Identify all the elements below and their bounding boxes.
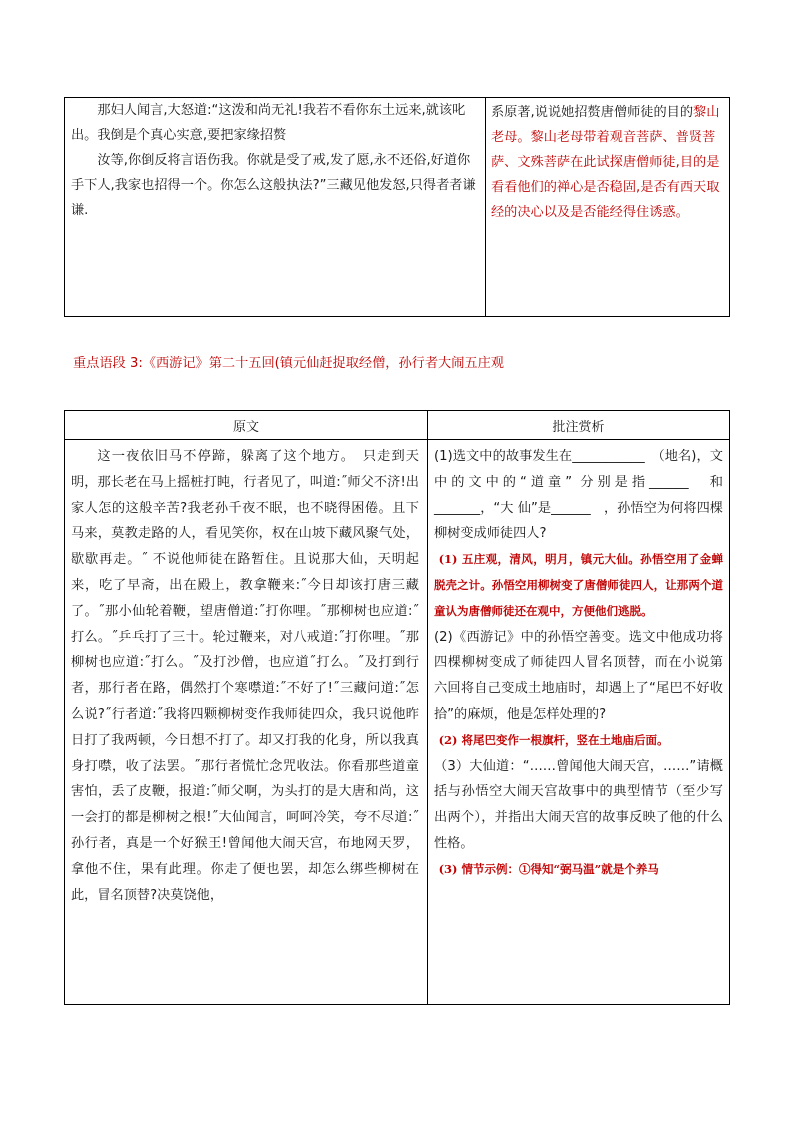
upper-table (64, 97, 730, 317)
annotation-cell (428, 440, 730, 1005)
answer-1: (1) 五庄观，清风，明月，镇元大仙。孙悟空用了金蝉脱壳之计。孙悟空用柳树变了唐僧师徒四人，让那两个道童认为唐僧师徒还在观中，方便他们逃脱。 (434, 552, 723, 618)
lower-table (64, 410, 730, 1005)
original-text: 这一夜依旧马不停蹄，躲离了这个地方。 只走到天明，那长老在马上摇桩打盹，行者见了，叫道:˝师父不济!出家人怎的这般辛苦?我老孙千夜不眠，也不晓得困倦。且下马来，莫教走路的人，看见笑你，权在山坡下藏风聚气处，歇歇再走。˝ 不说他师徒在路暂住。且说那大仙，天明起来，吃了早斋，出在殿上，教拿鞭来:˝今日却该打唐三藏了。˝那小仙轮着鞭，望唐僧道:˝打你哩。˝那柳树也应道:˝打么。˝乒乓打了三十。轮过鞭来，对八戒道:˝打你哩。˝那柳树也应道:˝打么。˝及打沙僧，也应道˝打么。˝及打到行者，那行者在路，偶然打个寒噤道:˝不好了!˝三藏问道:˝怎么说?˝行者道:˝我将四颗柳树变作我师徒四众，我只说他昨日打了我两顿，今日想不打了。却又打我的化身，所以我真身打噤，收了法罢。˝那行者慌忙念咒收法。你看那些道童害怕，丢了皮鞭，报道:˝师父啊，为头打的是大唐和尚，这一会打的都是柳树之根!˝大仙闻言，呵呵冷笑，夸不尽道:˝孙行者，真是一个好猴王!曾闻他大闹天宫，布地网天罗，拿他不住，果有此理。你走了便也罢，却怎么绑些柳树在此，冒名顶替?决莫饶他， (71, 449, 419, 903)
section-heading: 重点语段 3:《西游记》第二十五回(镇元仙赶捉取经僧，孙行者大闹五庄观 (73, 356, 504, 371)
original-text-cell (65, 440, 428, 1005)
upper-annotation-text: 系原著,说说她招赘唐僧师徒的目的 (491, 105, 694, 120)
upper-paragraph-2: 汝等,你倒反将言语伤我。你就是受了戒,发了愿,永不还俗,好道你手下人,我家也招得一个。你怎么这般执法?”三藏见他发怒,只得者者谦谦. (71, 153, 476, 218)
upper-paragraph-1: 那妇人闻言,大怒道:“这泼和尚无礼!我若不看你东土远来,就该叱出。我倒是个真心实意,要把家缘招赘 (71, 103, 466, 143)
upper-annotation-answer: 黎山老母。黎山老母带着观音菩萨、普贤菩萨、文殊菩萨在此试探唐僧师徒,目的是看看他们的禅心是否稳固,是否有西天取经的决心以及是否能经得住诱惑。 (491, 105, 720, 220)
answer-3: (3) 情节示例：①得知“弼马温”就是个养马 (438, 861, 659, 876)
header-original: 原文 (65, 411, 428, 440)
question-1: (1)选文中的故事发生在___________ （地名)，文中的文中的“道童” 分别是指______ 和_______，“大 仙”是______ ，孙悟空为何将四棵柳树变成师徒四人? (434, 449, 723, 542)
upper-right-cell (486, 98, 730, 317)
answer-2: (2) 将尾巴变作一根旗杆，竖在土地庙后面。 (438, 732, 669, 747)
question-3: （3）大仙道：“……曾闻他大闹天宫，……”请概括与孙悟空大闹天宫故事中的典型情节（至少写出两个），并指出大闹天宫的故事反映了他的什么性格。 (434, 758, 723, 851)
upper-left-cell (65, 98, 486, 317)
header-annotation: 批注赏析 (428, 411, 730, 440)
question-2: (2)《西游记》中的孙悟空善变。选文中他成功将四棵柳树变成了师徒四人冒名顶替，而在小说第六回将自己变成土地庙时，却遇上了“尾巴不好收拾”的麻烦，他是怎样处理的? (434, 629, 723, 722)
